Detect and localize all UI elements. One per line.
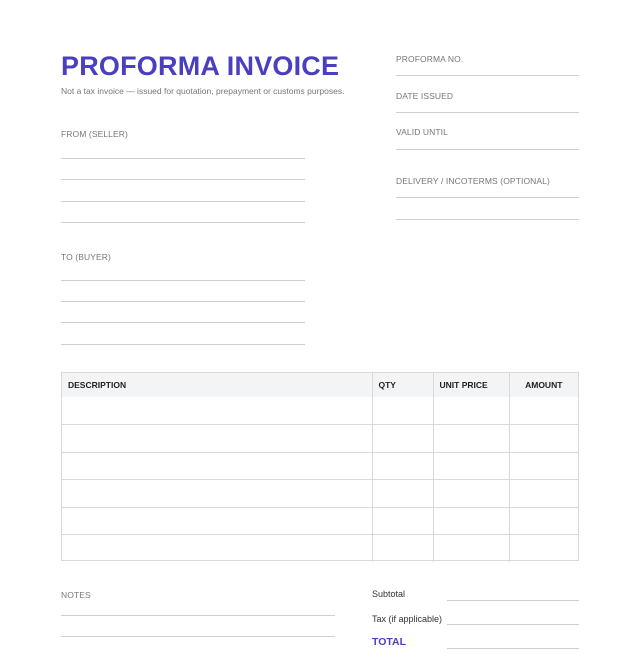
document-subtitle: Not a tax invoice — issued for quotation, prepayment or customs purposes. xyxy=(61,86,345,96)
document-title: PROFORMA INVOICE xyxy=(61,51,340,81)
total-field[interactable] xyxy=(447,648,579,649)
description-cell[interactable] xyxy=(62,397,372,425)
buyer-label: TO (BUYER) xyxy=(61,252,111,262)
description-cell[interactable] xyxy=(62,425,372,453)
description-cell[interactable] xyxy=(62,480,372,508)
seller-line-3[interactable] xyxy=(61,201,305,202)
valid-until-field[interactable] xyxy=(396,149,579,150)
tax-field[interactable] xyxy=(447,624,579,625)
notes-line-2[interactable] xyxy=(61,636,335,637)
column-header-description: DESCRIPTION xyxy=(62,373,372,397)
qty-cell[interactable] xyxy=(372,535,433,563)
qty-cell[interactable] xyxy=(372,480,433,508)
amount-cell[interactable] xyxy=(509,452,578,480)
unit-price-cell[interactable] xyxy=(433,452,509,480)
proforma-no-label: PROFORMA NO. xyxy=(396,54,464,64)
table-row xyxy=(62,507,578,535)
column-header-unit-price: UNIT PRICE xyxy=(433,373,509,397)
buyer-line-3[interactable] xyxy=(61,322,305,323)
valid-until-label: VALID UNTIL xyxy=(396,127,448,137)
notes-label: NOTES xyxy=(61,590,91,600)
seller-label: FROM (SELLER) xyxy=(61,129,128,139)
buyer-line-2[interactable] xyxy=(61,301,305,302)
seller-line-1[interactable] xyxy=(61,158,305,159)
amount-cell[interactable] xyxy=(509,397,578,425)
unit-price-cell[interactable] xyxy=(433,397,509,425)
notes-line-1[interactable] xyxy=(61,615,335,616)
seller-line-4[interactable] xyxy=(61,222,305,223)
amount-cell[interactable] xyxy=(509,507,578,535)
amount-cell[interactable] xyxy=(509,480,578,508)
subtotal-field[interactable] xyxy=(447,600,579,601)
description-cell[interactable] xyxy=(62,507,372,535)
total-label: TOTAL xyxy=(372,636,407,648)
description-cell[interactable] xyxy=(62,452,372,480)
proforma-no-field[interactable] xyxy=(396,75,579,76)
unit-price-cell[interactable] xyxy=(433,507,509,535)
column-header-qty: QTY xyxy=(372,373,433,397)
delivery-incoterms-field-2[interactable] xyxy=(396,219,579,220)
qty-cell[interactable] xyxy=(372,507,433,535)
date-issued-field[interactable] xyxy=(396,112,579,113)
column-header-amount: AMOUNT xyxy=(509,373,578,397)
description-cell[interactable] xyxy=(62,535,372,563)
seller-line-2[interactable] xyxy=(61,179,305,180)
subtotal-label: Subtotal xyxy=(372,589,406,599)
delivery-incoterms-label: DELIVERY / INCOTERMS (OPTIONAL) xyxy=(396,176,550,186)
buyer-line-1[interactable] xyxy=(61,280,305,281)
unit-price-cell[interactable] xyxy=(433,480,509,508)
unit-price-cell[interactable] xyxy=(433,535,509,563)
table-row xyxy=(62,480,578,508)
buyer-line-4[interactable] xyxy=(61,344,305,345)
delivery-incoterms-field-1[interactable] xyxy=(396,197,579,198)
amount-cell[interactable] xyxy=(509,425,578,453)
unit-price-cell[interactable] xyxy=(433,425,509,453)
table-row xyxy=(62,425,578,453)
qty-cell[interactable] xyxy=(372,397,433,425)
qty-cell[interactable] xyxy=(372,425,433,453)
table-row xyxy=(62,452,578,480)
table-row xyxy=(62,535,578,563)
qty-cell[interactable] xyxy=(372,452,433,480)
amount-cell[interactable] xyxy=(509,535,578,563)
items-table-header xyxy=(62,373,578,397)
items-table xyxy=(61,372,579,561)
tax-label: Tax (if applicable) xyxy=(372,614,443,624)
table-row xyxy=(62,397,578,425)
date-issued-label: DATE ISSUED xyxy=(396,91,454,101)
